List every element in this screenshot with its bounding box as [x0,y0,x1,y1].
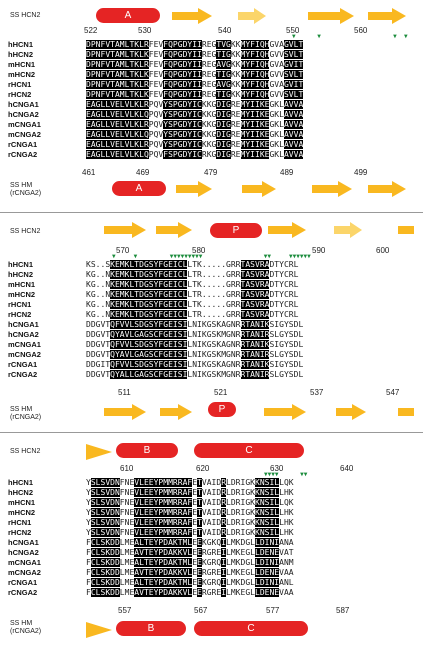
strand-arrow [104,222,146,238]
strand-arrows-top-1 [0,6,423,26]
species-name: mCNGA2 [8,568,41,577]
position-number: 479 [204,168,218,177]
sequence: DPNFVTAMLTKLRFEVFQPGDYIIREGTVGKKMYFIQHGVAGVLT [86,40,304,49]
species-name: mHCN2 [8,290,36,299]
sequence: DDGVTQFVVLSDGSYFGEISILNIKGSKAGNRRTANIKSIGYSDL [86,320,304,329]
helix-b-top: B [116,443,178,458]
position-number: 557 [118,606,132,615]
species-name: hHCN1 [8,40,34,49]
species-name: hCNGA1 [8,320,39,329]
sequence: DPNFVTAMLTKLRFEVFQPGDYIIREGAVGKKMYFIQHGVAGVIT [86,80,304,89]
species-name: mCNGA2 [8,130,41,139]
sequence: YSLSVDNFNEVLEEYPMMRRAFETVAIDRLDRIGKKNSILLHK [86,518,294,527]
helix-a-bottom: A [112,181,166,196]
position-number: 489 [280,168,294,177]
position-number: 580 [192,246,206,255]
species-name: mCNGA1 [8,120,41,129]
ss-hm-label: SS HM (rCNGA2) [10,620,42,635]
helix-c-top: C [194,443,304,458]
position-number: 630 [270,464,284,473]
position-number: 547 [386,388,400,397]
species-name: rCNGA1 [8,360,38,369]
position-number: 521 [214,388,228,397]
position-number: 600 [376,246,390,255]
sequence: KG..NKEMKLTDGSYFGEICLLTR.....GRRTASVRADTYCRL [86,290,299,299]
species-name: hHCN2 [8,50,34,59]
species-name: rHCN2 [8,528,32,537]
sequence: KG..NKEMKLTDGSYFGEICLLTK.....GRRTASVRADTYCRL [86,300,299,309]
position-number: 511 [118,388,131,397]
sequence: DDGVTQFVVLSDGSYFGEISILNIKGSKAGNRRTANIKSIGYSDL [86,340,304,349]
sequence: YSLSVDNFNEVLEEYPMMRRAFETVAIDRLDRIGKKNSILLQK [86,478,294,487]
sequence: KS..SKEMKLTDGSYFGEICLLTK.....GRRTASVRADTYCRL [86,260,299,269]
strand-arrow [242,181,276,197]
sequence: FCLSKDDLMEALTEYPDAKTMLEEKGRQILMKDGLLDINIANL [86,578,294,587]
position-number: 540 [218,26,232,35]
strand-arrows-bottom-1 [0,179,423,199]
species-name: rHCN2 [8,310,32,319]
position-number: 610 [120,464,134,473]
position-number: 570 [116,246,130,255]
species-name: hHCN2 [8,270,34,279]
strand-arrow [156,222,192,238]
sequence: KG..NKEMKLTDGSYFGEICLLTR.....GRRTASVRADTYCRL [86,270,299,279]
species-name: hCNGA2 [8,110,39,119]
ss-hm-label: SS HM (rCNGA2) [10,406,42,421]
species-name: hCNGA1 [8,100,39,109]
conservation-markers: ▼ ▼ ▼▼▼▼▼▼▼▼▼ ▼▼ ▼▼▼▼▼▼ [112,253,311,260]
sequence: DPNFVTAMLTKLKFEVFQPGDYIIREGTIGKKMYFIQHGVVSVLT [86,70,304,79]
ss-hm-label: SS HM (rCNGA2) [10,182,42,197]
sequence: DPNFVTAMLTKLKFEVFQPGDYIIREGTIGKKMYFIQHGVVSVLT [86,50,304,59]
sequence: YSLSVDNFNEVLEEYPMMRRAFETVAIDRLDRIGKKNSILLHK [86,488,294,497]
strand-arrow [160,404,192,420]
position-number: 499 [354,168,368,177]
sequence: FCLSKDDLMEAVTEYPDAKKVLEERGREILMKEGLLDENEVAA [86,568,294,577]
sequence: FCLSKDDLMEAVTEYPDAKKVLEERGREILMKEGLLDENEVAT [86,548,294,557]
strand-stub [398,408,414,416]
strand-arrow [312,181,352,197]
sequence: DDGITQFVVLSDGSYFGEISILNIKGSKAGNRRTANIKSIGYSDL [86,360,304,369]
helix-c-bottom: C [194,621,308,636]
species-name: rHCN1 [8,300,32,309]
sequence: KG..NKEMKLTDGSYFGEICLLTK.....GRRTASVRADTYCRL [86,280,299,289]
panel-divider [0,212,423,213]
conservation-markers: ▼ ▼ ▼ ▼ [292,33,408,40]
ss-hcn2-label: SS HCN2 [10,448,41,455]
sequence: DDGVTQYALLGAGSCFGEISILNIKGSKMGNRRTANIRSLGYSDL [86,370,304,379]
sequence: EAGLLVELVLKLRPQVYSPGDYICKKGDIGREMYIIKEGKLAVVA [86,140,304,149]
species-name: rCNGA1 [8,140,38,149]
species-name: rHCN1 [8,518,32,527]
sequence: DDGVTQYAVLGAGSCFGEISILNIKGSKMGNRRTANIRSLGYSDL [86,330,304,339]
position-number: 469 [136,168,150,177]
strand-arrow [86,444,112,460]
ss-hcn2-label: SS HCN2 [10,228,41,235]
species-name: rHCN2 [8,90,32,99]
strand-arrow [368,8,406,24]
species-name: hHCN1 [8,260,34,269]
sequence: DPNFVTAMLTKLRFEVFQPGDYIIREGAVGKKMYFIQHGVAGVIT [86,60,304,69]
position-number: 567 [194,606,208,615]
species-name: mCNGA1 [8,340,41,349]
species-name: rCNGA1 [8,578,38,587]
species-name: mCNGA1 [8,558,41,567]
alignment-panel-2 [0,216,423,430]
species-name: hHCN2 [8,488,34,497]
position-number: 590 [312,246,326,255]
strand-arrow [104,404,146,420]
alignment-panel-1 [0,0,423,208]
helix-b-bottom: B [116,621,186,636]
strand-arrow [334,222,362,238]
strand-arrow [308,8,354,24]
sequence: EAGLLVELVLKLQPQVFSPGDYICRKGDIGREMYIIKEGKLAVVA [86,150,304,159]
strand-arrow [176,181,212,197]
helix-p-bottom: P [208,402,236,417]
sequence: YSLSVDNFNEVLEEYPMMRRAFETVAIDRLDRIGKKNSILLHK [86,528,294,537]
strand-arrow [238,8,266,24]
species-name: mHCN2 [8,70,36,79]
sequence: EAGLLVELVLKLRPQVYSPGDYICKKGDIGREMYIIKEGKLAVVA [86,100,304,109]
species-name: hCNGA2 [8,548,39,557]
sequence: FCLSKDDLMEALTEYPDAKTMLEEKGKQILMKDGLLDINIANA [86,538,294,547]
sequence: YSLSVDNFNEVLEEYPMMRRAFETVAIDRLDRIGKKNSILLHK [86,508,294,517]
sequence: FCLSKDDLMEALTEYPDAKTMLEEKGRQILMKDGLLDINIANM [86,558,294,567]
sequence: DDGVTQYAVLGAGSCFGEISILNIKGSKMGNRRTANIRSLGYSDL [86,350,304,359]
strand-arrow [172,8,212,24]
panel-divider [0,432,423,433]
alignment-panel-3 [0,436,423,648]
species-name: mHCN2 [8,508,36,517]
strand-arrow [86,622,112,638]
helix-a-top: A [96,8,160,23]
species-name: hCNGA1 [8,538,39,547]
position-number: 577 [266,606,280,615]
species-name: hCNGA2 [8,330,39,339]
species-name: mHCN1 [8,60,36,69]
species-name: rCNGA2 [8,588,38,597]
species-name: hHCN1 [8,478,34,487]
strand-arrow [336,404,366,420]
position-number: 560 [354,26,368,35]
species-name: mHCN1 [8,280,36,289]
sequence: FCLSKDDLMEAVTEYPDAKKVLEERGREILMKEGLLDENEVAA [86,588,294,597]
species-name: mCNGA2 [8,350,41,359]
ss-hcn2-label: SS HCN2 [10,12,41,19]
strand-arrow [268,222,306,238]
helix-p-top: P [210,223,262,238]
strand-arrow [368,181,406,197]
position-number: 640 [340,464,354,473]
strand-stub [398,226,414,234]
sequence: DPNFVTAMLTKLKFEVFQPGDYIIREGTIGKKMYFIQHGVVSVLT [86,90,304,99]
strand-arrow [264,404,306,420]
sequence: KG..NKEMKLTDGSYFGEICLLTR.....GRRTASVRADTYCRL [86,310,299,319]
position-number: 522 [84,26,98,35]
species-name: rCNGA2 [8,370,38,379]
sequence: EAGLLVELVLKLRPQVYSPGDYICKKGDIGREMYIIKEGKLAVVA [86,120,304,129]
species-name: rHCN1 [8,80,32,89]
position-number: 620 [196,464,210,473]
position-number: 550 [286,26,300,35]
species-name: mHCN1 [8,498,36,507]
sequence: EAGLLVELVLKLQPQVYSPGDYICKKGDIGREMYIIKEGKLAVVA [86,110,304,119]
species-name: rCNGA2 [8,150,38,159]
conservation-markers: ▼▼▼▼ ▼▼ [264,471,308,478]
position-number: 530 [138,26,152,35]
position-number: 461 [82,168,96,177]
sequence: YSLSVDNFNEVLEEYPMMRRAFETVAIDRLDRIGKKNSILLQK [86,498,294,507]
position-number: 537 [310,388,324,397]
sequence: EAGLLVELVLKLQPQVYSPGDYICKKGDIGREMYIIKEGKLAVVA [86,130,304,139]
position-number: 587 [336,606,350,615]
